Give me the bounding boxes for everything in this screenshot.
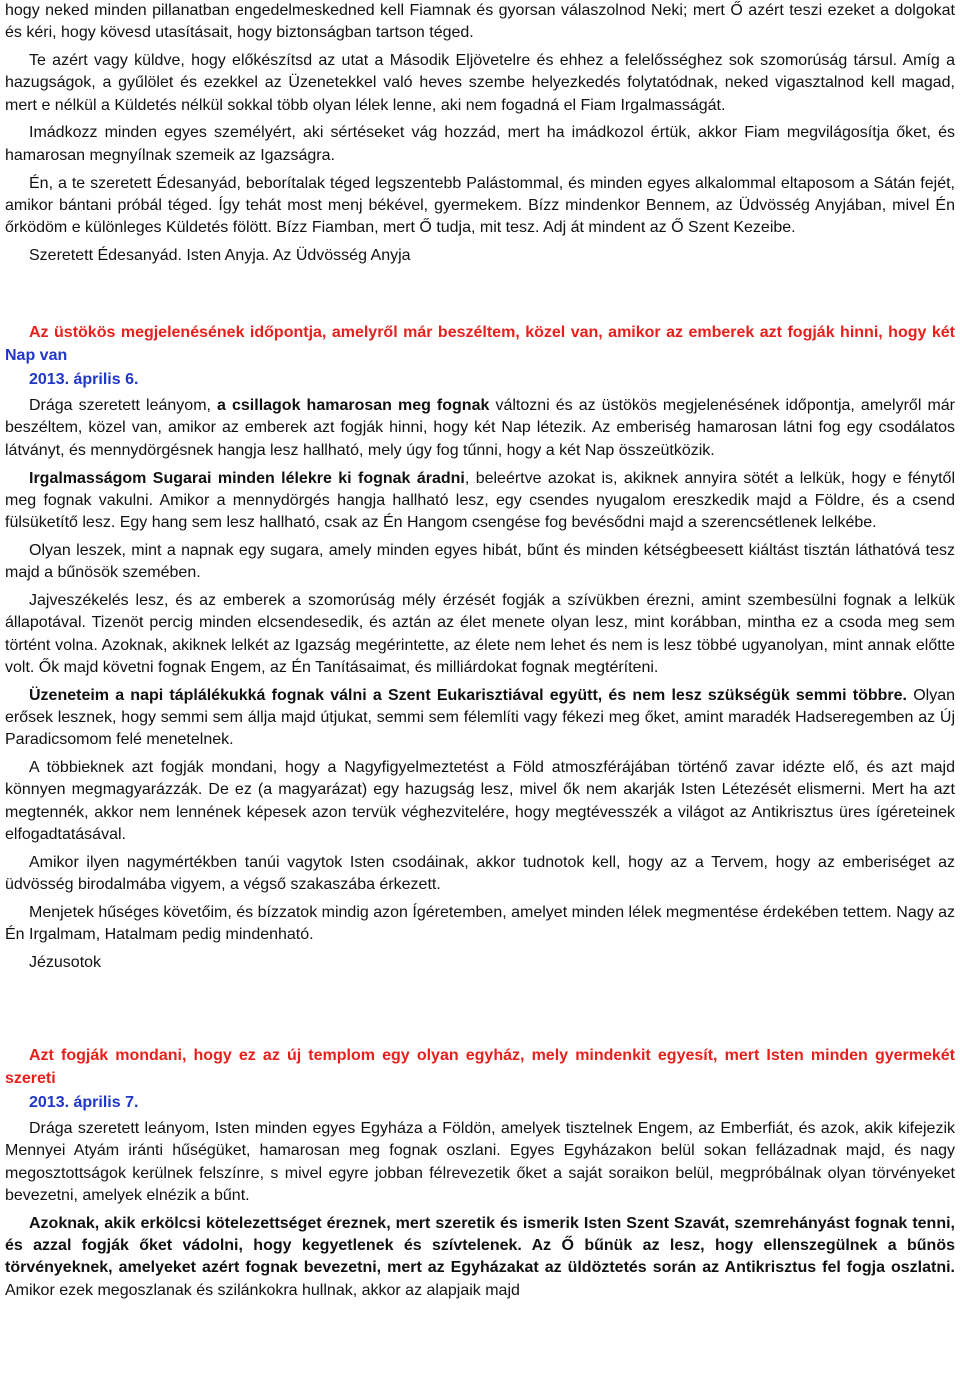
paragraph (5, 852, 955, 897)
paragraph (5, 757, 955, 846)
text-run: , beleértve azokat is, akiknek annyira sötét a lelkük, hogy e fénytől meg fognak vakulni. Amikor a mennydörgés hangja hallható lesz, egy csendes nyugalom ereszkedik majd a Földre, és a csend fülsüketítő lesz. Egy hang sem lesz hallható, csak az Én Hangom csengése fog bevésődni majd a szerencsétlenek lelkébe. (5, 469, 956, 532)
paragraph (5, 395, 955, 462)
text-run: Amikor ilyen nagymértékben tanúi vagytok Isten csodáinak, akkor tudnotok kell, hogy az a Tervem, hogy az emberiséget az üdvösség birodalmába vigyem, a végső szakaszába érkezett. (5, 853, 955, 894)
bold-text: Üzeneteim a napi táplálékukká fognak válni a Szent Eukarisztiával együtt, és nem lesz szükségük semmi többre. (29, 686, 908, 704)
text-run: A többieknek azt fogják mondani, hogy a Nagyfigyelmeztetést a Föld atmoszférájában történő zavar idézte elő, és azt majd könnyen megmagyarázzák. De ez (a magyarázat) egy hazugság lesz, mivel ők nem akarják Isten Létezését elismerni. Mert ha azt megtennék, akkor nem lennének képesek azon tervük véghezvitelére, hogy megtévesszék a világot az Antikrisztus üres ígéreteinek elfogadtatásával. (5, 759, 955, 843)
signature: Szeretett Édesanyád. Isten Anyja. Az Üdvösség Anyja (29, 246, 411, 264)
message-title: Azt fogják mondani, hogy ez az új templom egy olyan egyház, mely mindenkit egyesít, mert Isten minden gyermekét szereti (5, 1047, 955, 1087)
message-date: 2013. április 7. (29, 1093, 139, 1111)
text-run: Olyan erősek lesznek, hogy semmi sem állja majd útjukat, semmi sem félemlíti vagy fékezi meg őket, amint maradék Hadseregemben az Új Paradicsomom felé menetelnek. (5, 686, 956, 749)
paragraph (5, 0, 955, 45)
text-run: Amikor ezek megoszlanak és szilánkokra hullnak, akkor az alapjaik majd (5, 1281, 520, 1299)
text-run: Olyan leszek, mint a napnak egy sugara, amely minden egyes hibát, bűnt és minden kétségbeesett kiáltást tisztán láthatóvá tesz majd a bűnösök szemében. (5, 541, 955, 582)
text-run: Menjetek hűséges követőim, és bízzatok mindig azon Ígéretemben, amelyet minden lélek megmentése érdekében tettem. Nagy az Én Irgalmam, Hatalmam pedig mindenható. (5, 903, 955, 944)
paragraph (5, 540, 955, 585)
paragraph (5, 122, 955, 167)
document-page (5, 0, 955, 1308)
message-date: 2013. április 6. (29, 370, 139, 388)
signature: Jézusotok (29, 953, 102, 971)
text-run: hogy neked minden pillanatban engedelmeskedned kell Fiamnak és gyorsan válaszolnod Neki; mert Ő azért teszi ezeket a dolgokat és kéri, hogy kövesd utasításait, hogy biztonságban tartson téged. (5, 2, 955, 42)
text-run: Jajveszékelés lesz, és az emberek a szomorúság mély érzését fogják a szívükben érezni, amint szembesülni fognak a lelkük állapotával. Tizenöt percig minden elcsendesedik, és aztán az élet menete olyan lesz, mint korábban, mintha ez a csoda meg sem történt volna. Azoknak, akiknek lelkét az Igazság megérintette, az élete nem lehet és nem is lesz többé ugyanolyan, mint annak előtte volt. Ők majd követni fognak Engem, az Én Tanításaimat, és milliárdokat fognak megtéríteni. (5, 592, 955, 676)
message-section-1 (5, 322, 955, 974)
paragraph (5, 685, 955, 752)
text-run: Te azért vagy küldve, hogy előkészítsd az utat a Második Eljövetelre és ehhez a felelősséghez sok szomorúság társul. Amíg a hazugságok, a gyűlölet és ezekkel az Üzenetekkel való heves szembe helyezkedés folytatódnak, neked vigasztalnod kell magad, mert e nélkül a Küldetés nélkül sokkal több olyan lélek lenne, aki nem fogadná el Fiam Irgalmasságát. (5, 52, 955, 114)
paragraph (5, 50, 955, 117)
message-body (5, 1118, 955, 1302)
text-run: Imádkozz minden egyes személyért, aki sértéseket vág hozzád, mert ha imádkozol értük, akkor Fiam megvilágosítja őket, és hamarosan megnyílnak szemeik az Igazságra. (5, 124, 955, 164)
bold-text: Azoknak, akik erkölcsi kötelezettséget éreznek, mert szeretik és ismerik Isten Szent Szavát, szemrehányást fognak tenni, és azzal fogják őket vádolni, hogy kegyetlenek és szívtelenek. Az Ő bűnük az lesz, hogy ellenszegülnek a bűnös törvényeknek, amelyeket azért fognak bevezetni, mert az Egyházakat az üldöztetés során az Antikrisztus fel fogja oszlatni. (5, 1214, 955, 1277)
message-title: Az üstökös megjelenésének időpontja, amelyről már beszéltem, közel van, amikor az emberek azt fogják hinni, hogy két Nap van (5, 324, 955, 364)
paragraph (5, 468, 955, 535)
bold-text: Irgalmasságom Sugarai minden lélekre ki fognak áradni (29, 469, 465, 487)
text-run: Drága szeretett leányom, Isten minden egyes Egyháza a Földön, amelyek tisztelnek Engem, az Emberfiát, és azok, akik kifejezik Mennyei Atyám iránti hűségüket, hamarosan meg fognak oszlani. Egyes Egyházakon belül sokan fellázadnak majd, és nagy megosztottságok kerülnek felszínre, s mivel egyre jobban félrevezetik őket a saját soraikon belül, megpróbálnak olyan törvényeket bevezetni, amelyek elnézik a bűnt. (5, 1120, 955, 1205)
message-body (5, 395, 955, 946)
message-section-2 (5, 1045, 955, 1302)
paragraph (5, 1118, 955, 1207)
paragraph (5, 902, 955, 947)
text-run: változni és az üstökös megjelenésének időpontja, amelyről már beszéltem, közel van, amikor az emberek azt fogják hinni, hogy két Nap létezik. Az emberiség hamarosan látni fog egy csodálatos látványt, és mennydörgésnek hangja lesz hallható, mely úgy fog tűnni, hogy a két Nap összeütközik. (5, 397, 955, 459)
intro-section (5, 0, 955, 267)
bold-text: a csillagok hamarosan meg fognak (217, 397, 490, 415)
paragraph (5, 1213, 955, 1302)
paragraph (5, 590, 955, 679)
text-run: Én, a te szeretett Édesanyád, beborítalak téged legszentebb Palástommal, és minden egyes alkalommal eltaposom a Sátán fejét, amikor bántani próbál téged. Így tehát most menj békével, gyermekem. Bízz mindenkor Bennem, az Üdvösség Anyjában, mivel Én őrködöm e különleges Küldetés fölött. Bízz Fiamban, mert Ő tudja, mit tesz. Adj át mindent az Ő Szent Kezeibe. (5, 174, 955, 237)
text-run: Drága szeretett leányom, (29, 397, 218, 415)
paragraph (5, 173, 955, 240)
